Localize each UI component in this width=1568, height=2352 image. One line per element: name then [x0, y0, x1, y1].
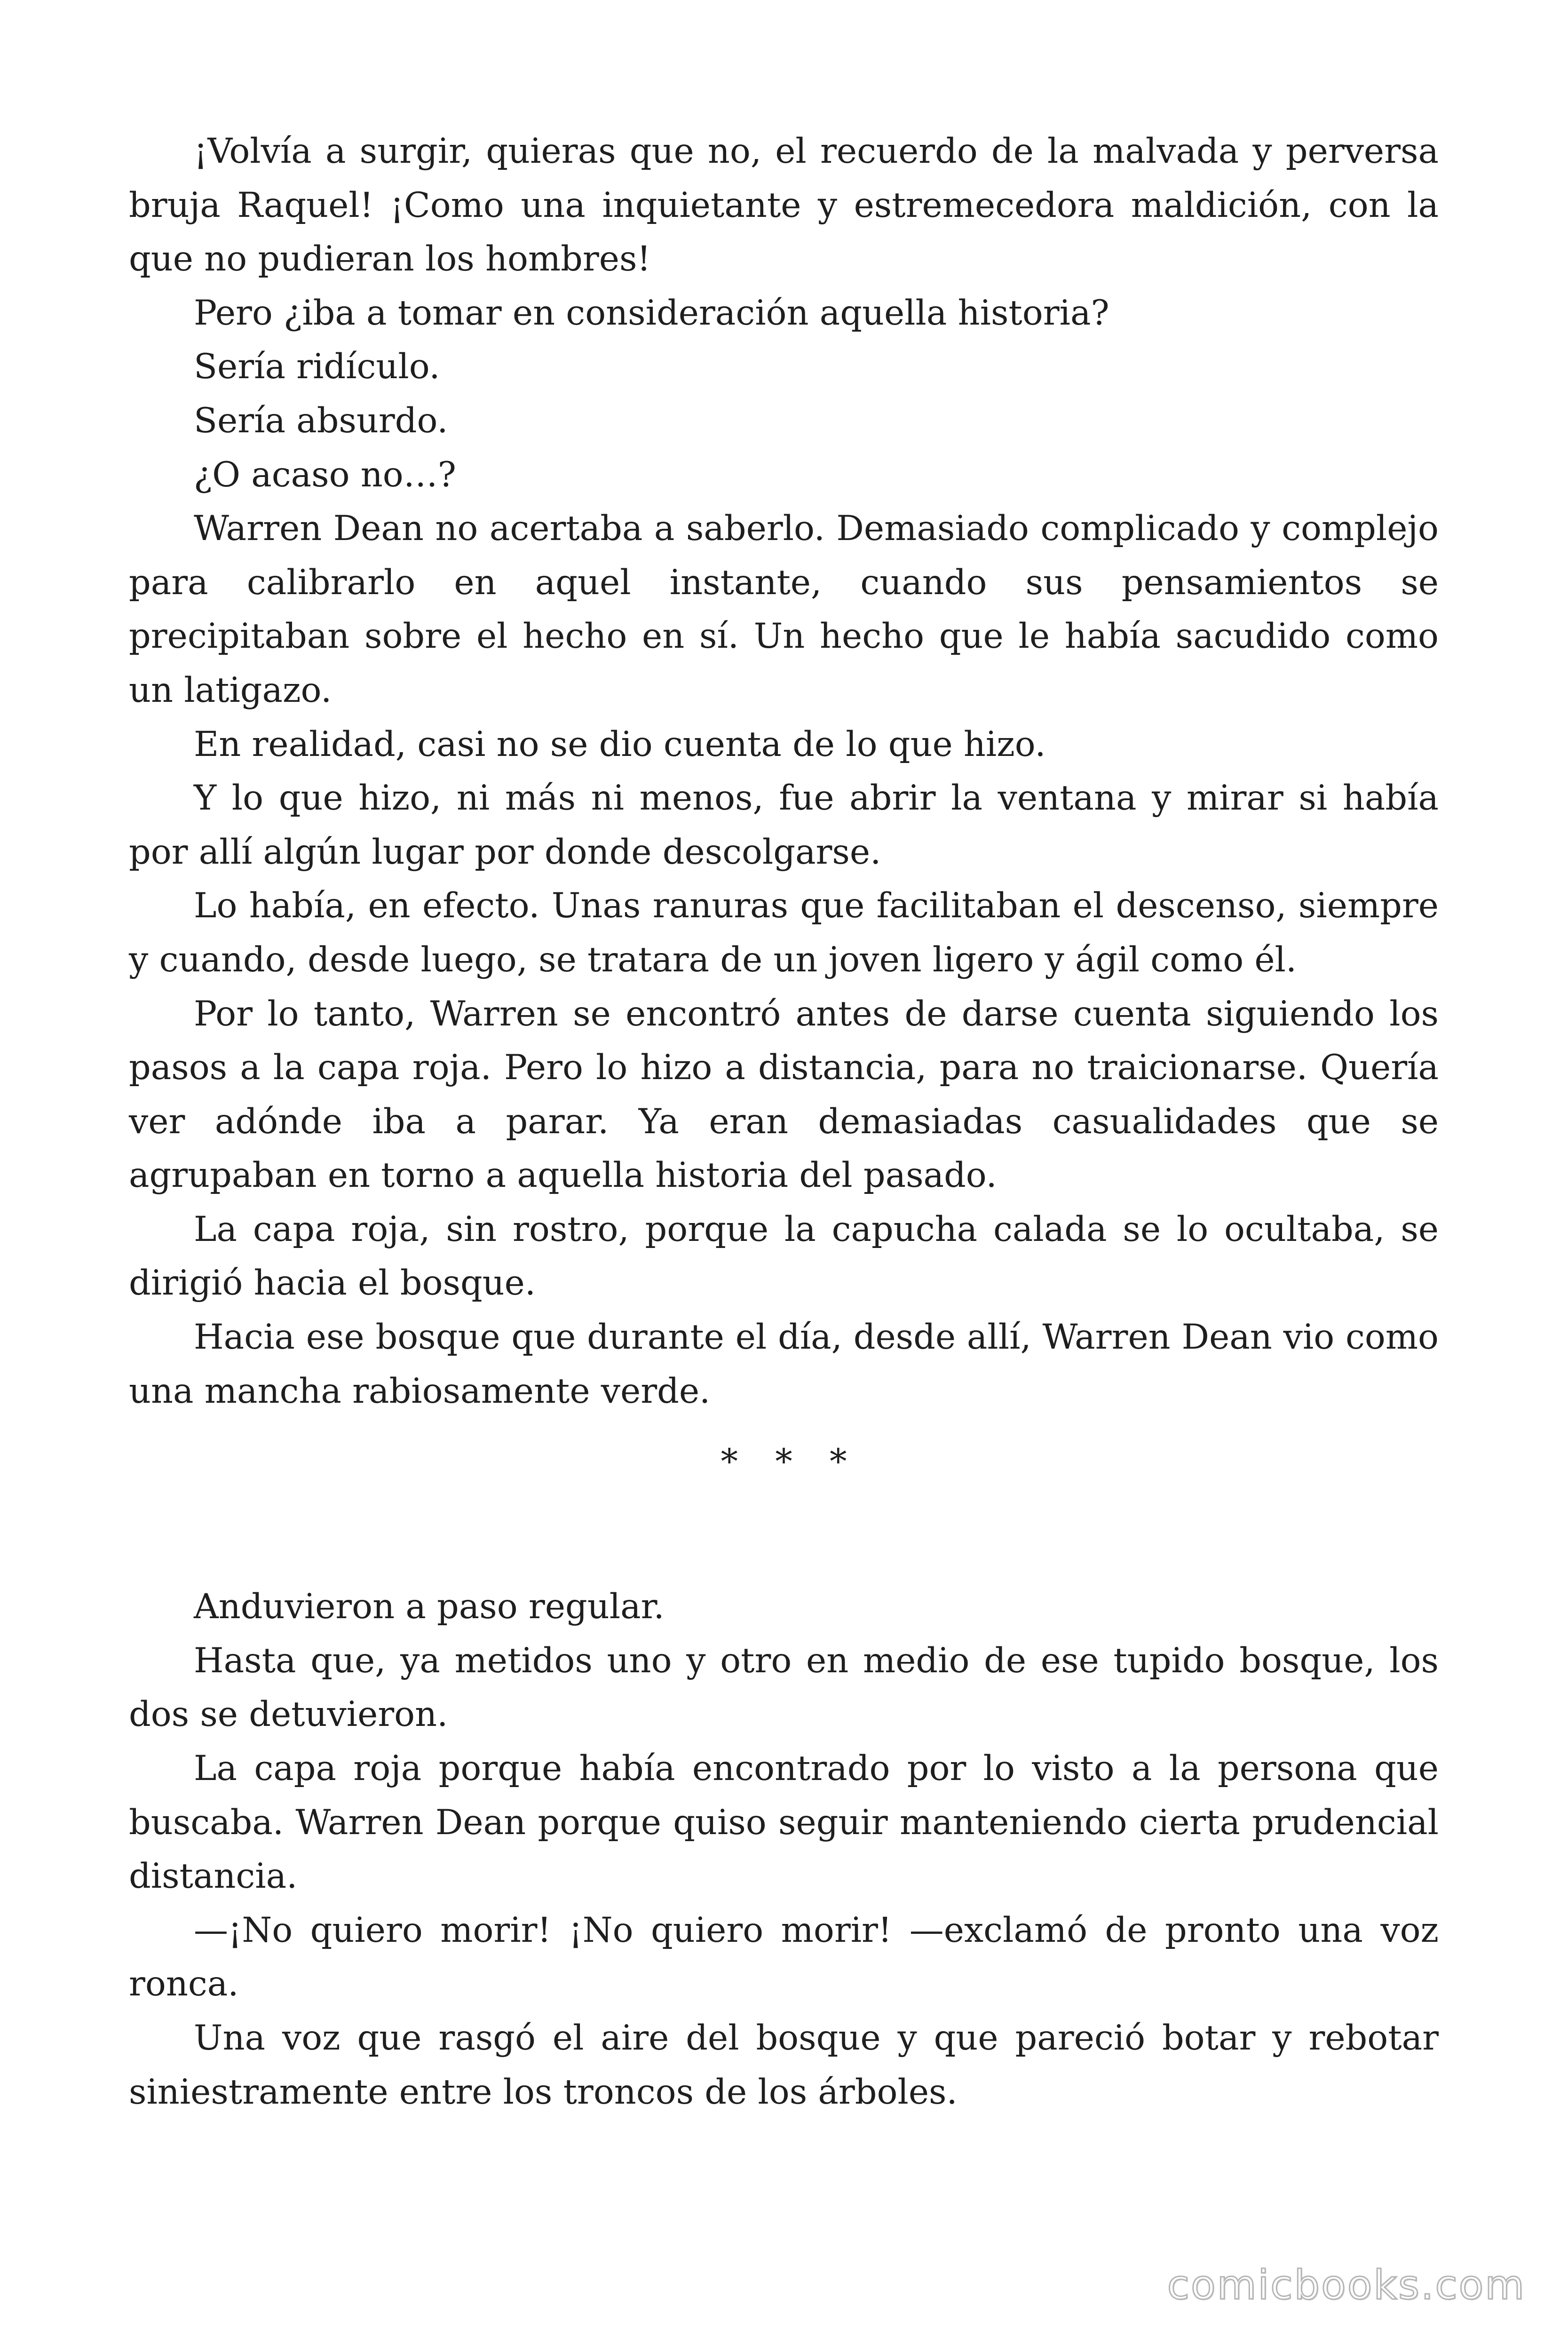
paragraph: Por lo tanto, Warren se encontró antes de darse cuenta siguiendo los pasos a la capa roja. Pero lo hizo a distancia, para no traicionarse. Quería ver adónde iba a parar. Ya eran demasiadas casualidades que se agrupaban en torno a aquella historia del pasado. [129, 993, 1439, 1196]
paragraph: Anduvieron a paso regular. [194, 1587, 665, 1627]
page-body [129, 125, 1439, 2119]
paragraph: Sería absurdo. [194, 400, 448, 441]
paragraph: Hacia ese bosque que durante el día, desde allí, Warren Dean vio como una mancha rabiosamente verde. [129, 1317, 1439, 1411]
paragraph: Una voz que rasgó el aire del bosque y que pareció botar y rebotar siniestramente entre los troncos de los árboles. [129, 2018, 1439, 2112]
section-break-asterisks: * * * [721, 1442, 860, 1482]
paragraph: Lo había, en efecto. Unas ranuras que facilitaban el descenso, siempre y cuando, desde luego, se tratara de un joven ligero y ágil como él. [129, 886, 1439, 980]
paragraph: Y lo que hizo, ni más ni menos, fue abrir la ventana y mirar si había por allí algún lugar por donde descolgarse. [129, 778, 1439, 872]
section-break [129, 1418, 1439, 1580]
paragraph: Sería ridículo. [194, 347, 440, 387]
paragraph: La capa roja porque había encontrado por lo visto a la persona que buscaba. Warren Dean porque quiso seguir manteniendo cierta prudencial distancia. [129, 1748, 1439, 1897]
watermark-logo: comicbooks.com [1167, 2262, 1526, 2309]
paragraph: Pero ¿iba a tomar en consideración aquella historia? [194, 293, 1109, 333]
paragraph: ¡Volvía a surgir, quieras que no, el recuerdo de la malvada y perversa bruja Raquel! ¡Como una inquietante y estremecedora maldición, con la que no pudieran los hombres! [129, 131, 1439, 279]
paragraph: —¡No quiero morir! ¡No quiero morir! —exclamó de pronto una voz ronca. [129, 1910, 1439, 2004]
paragraph: Hasta que, ya metidos uno y otro en medio de ese tupido bosque, los dos se detuvieron. [129, 1640, 1439, 1735]
paragraph: La capa roja, sin rostro, porque la capucha calada se lo ocultaba, se dirigió hacia el bosque. [129, 1209, 1439, 1303]
paragraph: En realidad, casi no se dio cuenta de lo que hizo. [194, 724, 1046, 764]
paragraph: ¿O acaso no…? [194, 454, 456, 495]
paragraph: Warren Dean no acertaba a saberlo. Demasiado complicado y complejo para calibrarlo en aquel instante, cuando sus pensamientos se precipitaban sobre el hecho en sí. Un hecho que le había sacudido como un latigazo. [129, 509, 1439, 710]
